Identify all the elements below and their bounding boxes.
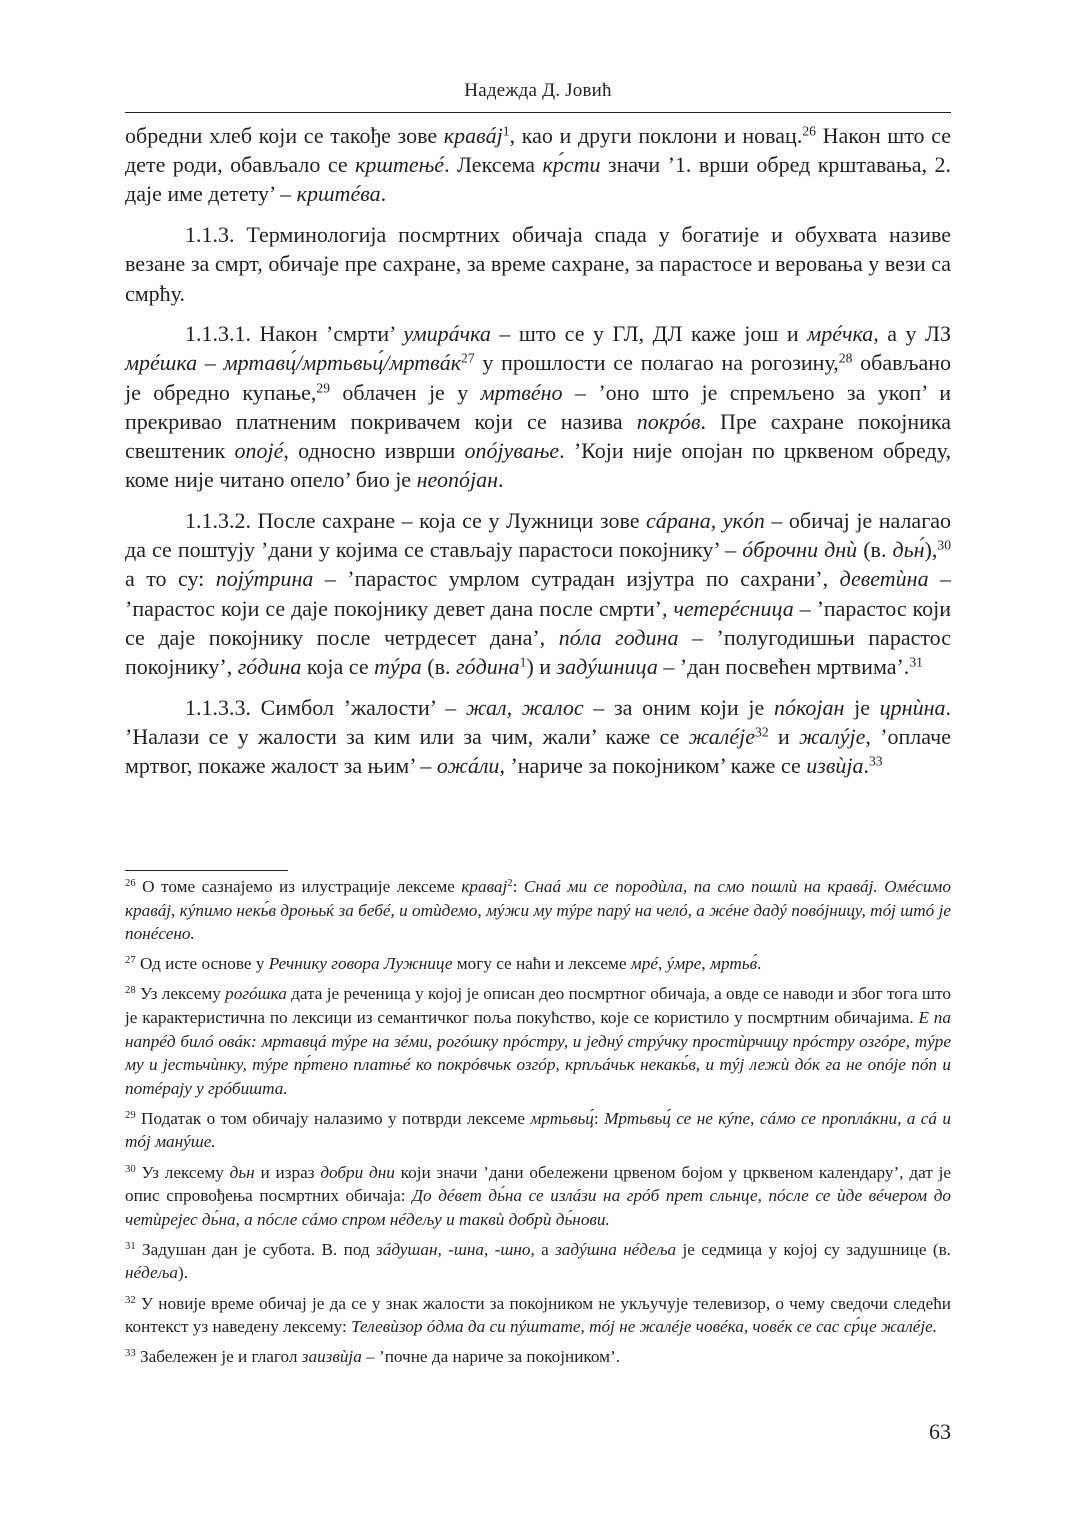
italic-term: ожáли xyxy=(436,753,500,779)
text-run: Уз лексему xyxy=(135,984,226,1004)
italic-term: Е па напрéд билó овáк: мртавцá тýре на зéми, рогóшку прóстру, и једнý стрýчку простѝрчицу прóстру озгóре, тýре му и јестьчѝнку, тýре пр́тено платњé ко покрóвчьк озгóр, крпљáчьк некакь́в, и тýј лежѝ дóк га не опóје пóп и потéрају у грóбишта. xyxy=(125,1007,951,1098)
italic-term: Речнику говора Лужнице xyxy=(268,954,453,974)
italic-term: умирáчка xyxy=(403,321,491,347)
italic-term: жалéје xyxy=(688,723,756,749)
italic-term: гóдина xyxy=(237,653,302,679)
text-run: могу се наћи и лексеме xyxy=(452,954,631,974)
note-ref: 30 xyxy=(125,1163,136,1175)
text-run: облачен је у xyxy=(330,379,481,405)
text-run: – за оним који је xyxy=(583,694,774,720)
italic-term: мртьв́ xyxy=(710,954,758,974)
italic-term: опојé xyxy=(234,438,284,464)
note-ref: 26 xyxy=(802,123,816,139)
italic-term: мрéшка xyxy=(125,350,198,376)
text-run: 1.1.3.2. После сахране – која се у Лужници зове xyxy=(185,507,647,533)
text-run: обављано је обредно купање, xyxy=(125,350,951,405)
text-run: значи ’1. врши обред крштавања, 2. даје име детету’ – xyxy=(125,152,952,207)
footnote xyxy=(125,952,951,976)
italic-term: неопóјан xyxy=(416,467,498,493)
italic-term: крштéва xyxy=(296,181,381,207)
italic-term: жалýје xyxy=(799,723,866,749)
italic-term: деветѝна xyxy=(839,566,929,592)
text-run: – обичај је налагао да се поштују ’дани у којима се стављају парастоси покојнику’ – xyxy=(125,507,951,563)
footnote xyxy=(125,1161,951,1232)
body-paragraph xyxy=(125,693,951,781)
note-ref: 1 xyxy=(519,654,527,670)
text-run: У новије време обичај је да се у знак жалости за покојником не укључује телевизор, о чему сведочи следећи контекст уз наведену лексему: xyxy=(125,1293,951,1337)
text-run: која се xyxy=(301,653,375,679)
note-ref: 31 xyxy=(909,654,923,670)
italic-term: мртвéно xyxy=(480,379,563,405)
text-run: Од исте основе у xyxy=(135,954,269,974)
note-ref: 29 xyxy=(316,380,331,396)
italic-term: четерéсница xyxy=(673,595,794,621)
text-run: је xyxy=(844,694,880,720)
note-ref: 33 xyxy=(868,753,883,769)
italic-term: дьн́ xyxy=(892,537,925,563)
text-run: ). xyxy=(177,1263,188,1283)
text-run: и израз xyxy=(254,1162,321,1182)
text-run: Задушан дан је субота. В. под xyxy=(135,1239,377,1259)
italic-term: гóдина xyxy=(455,653,520,679)
italic-term: ýмре xyxy=(666,954,702,974)
text-run: , а у ЛЗ xyxy=(873,321,951,347)
italic-term: зáдушан, -шна, -шно xyxy=(376,1239,531,1259)
text-run: дата је реченица у којој је описан део посмртног обичаја, а овде се наводи и због тога што је карактеристична по лексици из семантичког поља покућство, које се користило у посмртним обичајима. xyxy=(125,984,952,1027)
footnote-separator xyxy=(125,870,288,871)
text-run: , као и други поклони и новац. xyxy=(509,123,803,148)
note-ref: 27 xyxy=(125,955,136,967)
footnote xyxy=(125,1238,951,1285)
page-number: 63 xyxy=(929,1419,951,1444)
italic-term: тýра xyxy=(374,653,422,679)
italic-term: мрé xyxy=(630,954,658,974)
footnotes xyxy=(125,875,951,1375)
footnote xyxy=(125,1107,951,1154)
text-run: Забележен је и глагол xyxy=(135,1347,302,1367)
text-run: – ’парастос умрлом сутрадан изјутра по сахрани’, xyxy=(313,566,840,592)
italic-term: жал, жалос xyxy=(465,694,584,720)
header-rule xyxy=(125,112,951,113)
text-run: . xyxy=(863,753,869,779)
text-run: у прошлости се полагао на рогозину, xyxy=(474,350,839,376)
text-run: обредни хлеб који се такође зове xyxy=(125,123,444,148)
body-text xyxy=(125,121,951,792)
text-run: Уз лексему xyxy=(135,1162,230,1182)
italic-term: Мртьвьц́ се не кýпе, сáмо се проплáкни, а сá и тóј манýше. xyxy=(125,1108,951,1152)
text-run: . Лексема xyxy=(444,152,543,178)
text-run: и xyxy=(768,723,799,749)
text-run: – ’полугодишњи парастос покојнику’, xyxy=(125,624,951,679)
footnote xyxy=(125,982,951,1100)
note-ref: 1 xyxy=(502,123,510,139)
italic-term: Телевѝзор óдма да си пýштате, тóј не жалéје човéка, човéк се сас ср́це жалéје. xyxy=(351,1317,938,1337)
text-run: : xyxy=(512,877,524,896)
italic-term: рогóшка xyxy=(225,984,287,1004)
note-ref: 32 xyxy=(125,1294,136,1306)
text-run: – ’почне да нариче за покојником’. xyxy=(361,1347,621,1367)
note-ref: 28 xyxy=(838,350,853,366)
italic-term: мртавц́/мртьвьц́/мртвáк xyxy=(223,350,461,376)
italic-term: опóјување xyxy=(464,438,560,464)
text-run: . xyxy=(757,954,762,974)
italic-term: нéдеља xyxy=(125,1263,178,1283)
text-run: . xyxy=(380,181,387,207)
italic-term: кравáј xyxy=(443,123,503,148)
text-run: 1.1.3.1. Након ’смрти’ xyxy=(185,321,404,347)
italic-term: појýтрина xyxy=(215,566,314,592)
italic-term: задýшница xyxy=(556,653,658,679)
text-run: – ’парастос који се даје покојнику после четрдесет дана’, xyxy=(125,595,951,650)
text-run: Податак о том обичају налазимо у потврди лексеме xyxy=(135,1108,531,1128)
text-run: ) и xyxy=(526,653,557,679)
italic-term: крштењé xyxy=(355,152,445,178)
text-run: који значи ’дани обележени црвеном бојом у црквеном календару’, дат је опис спровођења посмртних обичаја: xyxy=(125,1162,951,1206)
footnote xyxy=(125,875,951,946)
text-run: О томе сазнајемо из илустрације лексеме xyxy=(135,877,462,896)
note-ref: 30 xyxy=(937,537,951,553)
note-ref: 28 xyxy=(125,985,136,997)
italic-term: задýшна нéдеља xyxy=(555,1239,677,1259)
text-run: (в. xyxy=(421,653,456,679)
text-run: Након што се дете роди, обављало се xyxy=(125,123,952,178)
italic-term: мртьвьц́ xyxy=(530,1108,594,1128)
italic-term: црнѝна xyxy=(879,694,946,720)
text-run: 1.1.3. Терминологија посмртних обичаја спада у богатије и обухвата називе везане за смрт, обичаје пре сахране, за време сахране, за парастосе и веровања у вези са смрћу. xyxy=(125,222,951,306)
footnote xyxy=(125,1345,951,1369)
text-run: 1.1.3.3. Симбол ’жалости’ – xyxy=(185,694,466,720)
text-run: ), xyxy=(924,537,938,563)
italic-term: óброчни днѝ xyxy=(742,537,858,563)
text-run: – xyxy=(197,350,224,376)
italic-term: добри дни xyxy=(320,1162,395,1182)
italic-term: кр́сти xyxy=(542,152,601,178)
note-ref: 26 xyxy=(125,878,136,890)
note-ref: 2 xyxy=(507,878,513,890)
italic-term: дьн xyxy=(229,1162,255,1182)
italic-term: Снаá ми се породѝла, па смо пошлѝ на кравáј. Омéсимо кравáј, кýпимо некь́в дроњьќ за бебé, и отѝдемо, мýжи му тýре парý на челó, а жéне дадý повóјницу, тóј штó је понéсено. xyxy=(125,877,951,944)
text-run: – ’парастос који се даје покојнику девет дана после смрти’, xyxy=(125,566,952,621)
italic-term: пóкојан xyxy=(773,694,845,720)
italic-term: сáрана, укóп xyxy=(646,507,765,533)
italic-term: пóла година xyxy=(558,624,679,650)
note-ref: 33 xyxy=(125,1348,136,1360)
italic-term: покрóв xyxy=(636,408,701,434)
running-header: Надежда Д. Јовић xyxy=(464,80,612,101)
text-run: – ’оно што је спремљено за укоп’ и прекривао платненим покривачем који се назива xyxy=(125,379,951,434)
text-run: , а xyxy=(530,1239,556,1259)
text-run: – што се у ГЛ, ДЛ каже још и xyxy=(490,321,808,347)
note-ref: 29 xyxy=(125,1109,136,1121)
text-run: а то су: xyxy=(125,566,216,592)
italic-term: извѝја xyxy=(806,753,864,779)
footnote xyxy=(125,1292,951,1339)
italic-term: кравај xyxy=(461,877,508,896)
text-run: , ’оплаче мртвог, покаже жалост за њим’ – xyxy=(125,723,951,779)
italic-term: До дéвет дь́на се излáзи на грóб прет сльнце, пóсле се ѝде вéчером до четѝрејес дь́на, а пóсле сáмо спром нéдељу и таквѝ добрѝ дь́нови. xyxy=(125,1186,951,1229)
text-run: , xyxy=(701,954,710,974)
body-paragraph xyxy=(125,121,951,209)
italic-term: мрéчка xyxy=(807,321,874,347)
body-paragraph xyxy=(125,220,951,308)
text-run: , односно изврши xyxy=(283,438,465,464)
note-ref: 31 xyxy=(125,1240,136,1252)
text-run: . ’Који није опојан по црквеном обреду, коме није читано опело’ био је xyxy=(125,438,952,493)
body-paragraph xyxy=(125,319,951,494)
text-run: . ’Налази се у жалости за ким или за чим, жали’ каже се xyxy=(125,694,951,749)
note-ref: 32 xyxy=(755,724,769,740)
italic-term: заизвѝја xyxy=(301,1347,362,1367)
text-run: (в. xyxy=(857,537,893,563)
text-run: . xyxy=(498,467,504,493)
text-run: – ’дан посвећен мртвима’. xyxy=(657,653,910,679)
body-paragraph xyxy=(125,506,951,681)
text-run: , xyxy=(657,954,667,974)
text-run: је седмица у којој су задушнице (в. xyxy=(676,1239,951,1259)
text-run: : xyxy=(593,1108,605,1128)
text-run: , ’нариче за покојником’ каже се xyxy=(499,753,807,779)
note-ref: 27 xyxy=(461,350,475,366)
text-run: . Пре сахране покојника свештеник xyxy=(125,408,951,464)
